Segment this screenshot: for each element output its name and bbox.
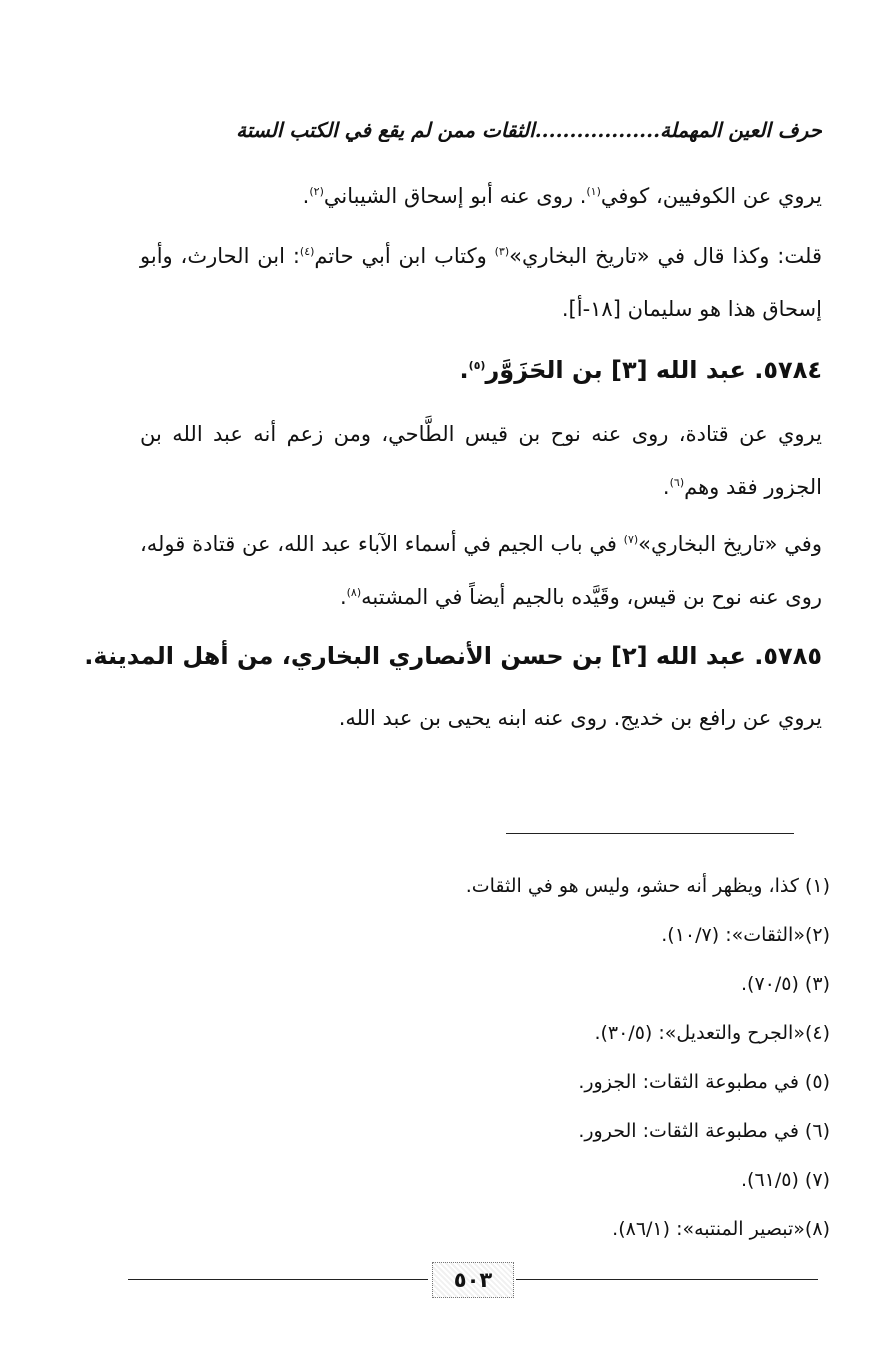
paragraph-text: : ابن الحارث، وأبو إسحاق هذا هو سليمان [١٨-أ]. <box>140 244 822 321</box>
paragraph-text: وكتاب ابن أبي حاتم <box>314 244 495 268</box>
page-footer <box>128 1262 818 1298</box>
footnote-list <box>300 862 830 1254</box>
entry-heading-text: ٥٧٨٤. عبد الله [٣] بن الحَزَوَّر <box>485 356 822 384</box>
paragraph-text: . <box>662 475 670 499</box>
footnote-2: (٢)«الثقات»: (١٠/٧). <box>661 924 830 946</box>
paragraph-qultu-note <box>140 230 822 336</box>
entry-heading-text: ٥٧٨٥. عبد الله [٢] بن حسن الأنصاري البخاري، من أهل المدينة. <box>84 642 822 670</box>
footnote-1: (١) كذا، ويظهر أنه حشو، وليس هو في الثقات. <box>465 875 830 897</box>
footnote-ref[interactable]: (٧) <box>623 533 639 546</box>
paragraph-text: يروي عن رافع بن خديج. روى عنه ابنه يحيى بن عبد الله. <box>338 706 822 730</box>
footnote-8: (٨)«تبصير المنتبه»: (٨٦/١). <box>612 1218 830 1240</box>
paragraph-text: . <box>339 585 347 609</box>
paragraph-text: . روى عنه أبو إسحاق الشيباني <box>323 184 587 208</box>
page-number: ٥٠٣ <box>432 1262 514 1298</box>
paragraph-text: في باب الجيم في أسماء الآباء عبد الله، عن قتادة قوله، روى عنه نوح بن قيس، وقَيَّده بالجيم أيضاً في المشتبه <box>140 532 822 609</box>
footnote-ref[interactable]: (٥) <box>468 359 486 372</box>
footer-rule-right <box>516 1279 818 1280</box>
entry-heading-text: . <box>459 356 469 384</box>
footnote-7: (٧) (٦١/٥). <box>741 1169 830 1191</box>
paragraph-text: قلت: وكذا قال في «تاريخ البخاري» <box>509 244 822 268</box>
footnote-ref[interactable]: (٨) <box>346 586 362 599</box>
entry-heading-5785 <box>84 636 822 676</box>
paragraph-rafi <box>140 692 822 745</box>
paragraph-qatada <box>140 408 822 514</box>
paragraph-text: وفي «تاريخ البخاري» <box>638 532 822 556</box>
paragraph-narrators-kufi <box>140 170 822 223</box>
paragraph-text: يروي عن الكوفيين، كوفي <box>600 184 822 208</box>
footnote-ref[interactable]: (٤) <box>299 245 315 258</box>
footnote-ref[interactable]: (٢) <box>309 185 324 198</box>
entry-heading-5784 <box>140 350 822 390</box>
footnote-3: (٣) (٧٠/٥). <box>741 973 830 995</box>
paragraph-tarikh-bukhari <box>140 518 822 624</box>
footer-rule-left <box>128 1279 428 1280</box>
footnote-ref[interactable]: (١) <box>586 185 601 198</box>
footnote-separator <box>506 833 794 834</box>
footnote-6: (٦) في مطبوعة الثقات: الحرور. <box>578 1120 830 1142</box>
footnote-5: (٥) في مطبوعة الثقات: الجزور. <box>578 1071 830 1093</box>
running-head: حرف العين المهملة..................الثقات ممن لم يقع في الكتب الستة <box>236 118 822 142</box>
footnote-ref[interactable]: (٦) <box>669 476 685 489</box>
paragraph-text: . <box>302 184 310 208</box>
footnote-ref[interactable]: (٣) <box>494 245 510 258</box>
paragraph-text: يروي عن قتادة، روى عنه نوح بن قيس الطَّاحي، ومن زعم أنه عبد الله بن الجزور فقد وهم <box>140 422 822 499</box>
footnote-4: (٤)«الجرح والتعديل»: (٣٠/٥). <box>594 1022 830 1044</box>
